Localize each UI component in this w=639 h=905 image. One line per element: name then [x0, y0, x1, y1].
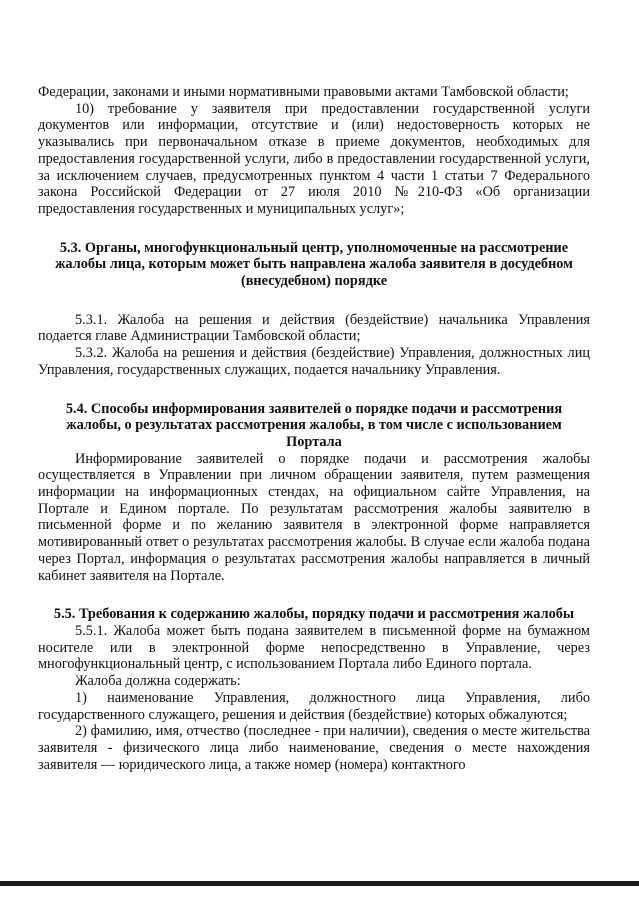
scan-bottom-edge	[0, 881, 639, 886]
paragraph-item-1: 1) наименование Управления, должностного лица Управления, либо государственного служащего, решения и действия (бездействие) которых обжалуются;	[38, 689, 590, 723]
spacer	[38, 584, 590, 606]
spacer	[38, 290, 590, 312]
document-body	[38, 84, 590, 773]
paragraph-5-5-1: 5.5.1. Жалоба может быть подана заявителем в письменной форме на бумажном носителе или в электронной форме непосредственно в Управление, через многофункциональный центр, с использованием Портала либо Единого портала.	[38, 622, 590, 673]
section-heading-5-3: 5.3. Органы, многофункциональный центр, уполномоченные на рассмотрение жалобы лица, которым может быть направлена жалоба заявителя в досудебном (внесудебном) порядке	[55, 239, 573, 290]
paragraph-item-10: 10) требование у заявителя при предоставлении государственной услуги документов или информации, отсутствие и (или) недостоверность которых не указывались при первоначальном отказе в приеме документов, необходимых для предоставления государственной услуги, либо в предоставлении государственной услуги, за исключением случаев, предусмотренных пунктом 4 части 1 статьи 7 Федерального закона Российской Федерации от 27 июля 2010 №210-ФЗ «Об организации предоставления государственных и муниципальных услуг»;	[38, 100, 590, 217]
section-heading-5-5: 5.5. Требования к содержанию жалобы, порядку подачи и рассмотрения жалобы	[53, 606, 575, 623]
paragraph-5-3-1: 5.3.1. Жалоба на решения и действия (бездействие) начальника Управления подается главе Администрации Тамбовской области;	[38, 311, 590, 345]
spacer	[38, 218, 590, 240]
spacer	[38, 379, 590, 401]
paragraph-5-3-2: 5.3.2. Жалоба на решения и действия (бездействие) Управления, должностных лиц Управления, государственных служащих, подается начальнику Управления.	[38, 345, 590, 378]
section-heading-5-4: 5.4. Способы информирования заявителей о порядке подачи и рассмотрения жалобы, о результатах рассмотрения жалобы, в том числе с использованием Портала	[65, 400, 563, 450]
paragraph-5-4: Информирование заявителей о порядке подачи и рассмотрения жалобы осуществляется в Управлении при личном обращении заявителя, путем размещения информации на информационных стендах, на официальном сайте Управления, на Портале и Едином портале. По результатам рассмотрения жалобы заявителю в письменной форме и по желанию заявителя в электронной форме направляется мотивированный ответ о результатах рассмотрения жалобы. В случае если жалоба подана через Портал, информация о результатах рассмотрения жалобы направляется в личный кабинет заявителя на Портале.	[38, 450, 590, 584]
paragraph-complaint-contents: Жалоба должна содержать:	[75, 673, 241, 690]
paragraph-continuation: Федерации, законами и иными нормативными правовыми актами Тамбовской области;	[38, 84, 569, 100]
paragraph-item-2: 2) фамилию, имя, отчество (последнее - при наличии), сведения о месте жительства заявителя - физического лица либо наименование, сведения о месте нахождения заявителя — юридического лица, а также номер (номера) контактного	[38, 723, 590, 773]
